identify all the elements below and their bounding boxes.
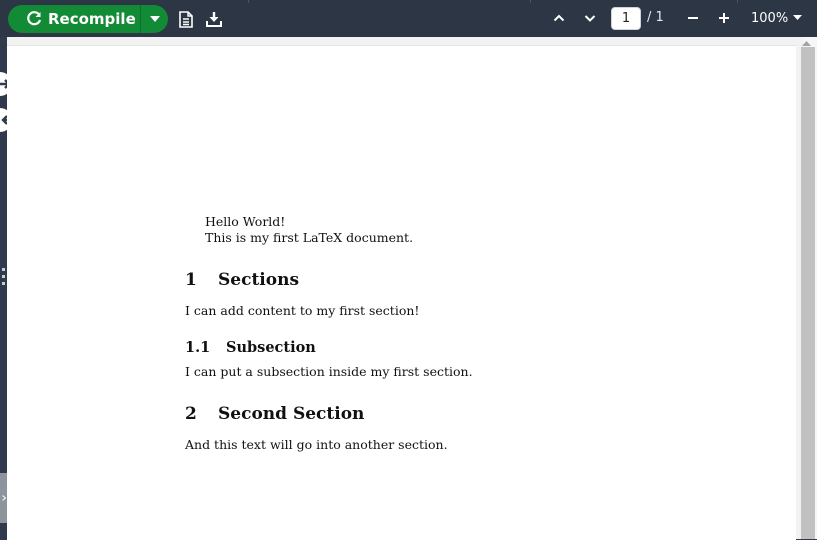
scrollbar-thumb[interactable] bbox=[801, 47, 815, 539]
drag-handle-icon[interactable] bbox=[2, 268, 5, 286]
page-number-input[interactable]: 1 bbox=[611, 7, 641, 30]
toolbar-divider bbox=[530, 0, 531, 3]
download-pdf-button[interactable] bbox=[206, 10, 222, 28]
page-total: / 1 bbox=[647, 10, 664, 25]
chevron-down-icon[interactable] bbox=[583, 11, 597, 25]
logs-button[interactable] bbox=[178, 10, 194, 28]
download-icon bbox=[206, 11, 222, 27]
collapse-panel-tab[interactable] bbox=[0, 473, 7, 523]
section-number: 1 bbox=[185, 270, 197, 290]
intro-line: Hello World! bbox=[205, 214, 286, 229]
caret-down-icon[interactable] bbox=[793, 15, 802, 21]
section-title: Second Section bbox=[218, 404, 365, 424]
pdf-viewer bbox=[7, 37, 817, 539]
document-icon bbox=[179, 11, 193, 28]
recompile-button[interactable] bbox=[8, 5, 140, 33]
toolbar-divider bbox=[248, 0, 249, 3]
recompile-options-button[interactable] bbox=[140, 5, 168, 33]
recompile-group bbox=[8, 5, 168, 33]
scroll-up-icon[interactable] bbox=[802, 40, 811, 46]
section-body: And this text will go into another section. bbox=[185, 437, 448, 452]
minus-icon[interactable] bbox=[686, 11, 700, 25]
subsection-heading bbox=[185, 339, 316, 356]
section-body: I can add content to my first section! bbox=[185, 303, 420, 318]
refresh-icon bbox=[26, 11, 42, 27]
pdf-toolbar bbox=[0, 0, 817, 37]
section-title: Sections bbox=[218, 270, 300, 290]
left-rail bbox=[0, 37, 7, 539]
recompile-label: Recompile bbox=[48, 10, 136, 28]
pdf-page bbox=[7, 45, 796, 540]
chevron-right-icon bbox=[2, 495, 6, 501]
section-number: 2 bbox=[185, 404, 197, 424]
section-heading bbox=[185, 270, 299, 290]
section-heading bbox=[185, 404, 364, 424]
zoom-level[interactable]: 100% bbox=[751, 11, 789, 26]
subsection-body: I can put a subsection inside my first section. bbox=[185, 364, 473, 379]
subsection-title: Subsection bbox=[226, 339, 316, 356]
caret-down-icon bbox=[150, 16, 160, 22]
toolbar-divider bbox=[737, 0, 738, 3]
chevron-up-icon[interactable] bbox=[552, 11, 566, 25]
subsection-number: 1.1 bbox=[185, 339, 211, 356]
intro-line: This is my first LaTeX document. bbox=[205, 230, 414, 245]
plus-icon[interactable] bbox=[717, 11, 731, 25]
